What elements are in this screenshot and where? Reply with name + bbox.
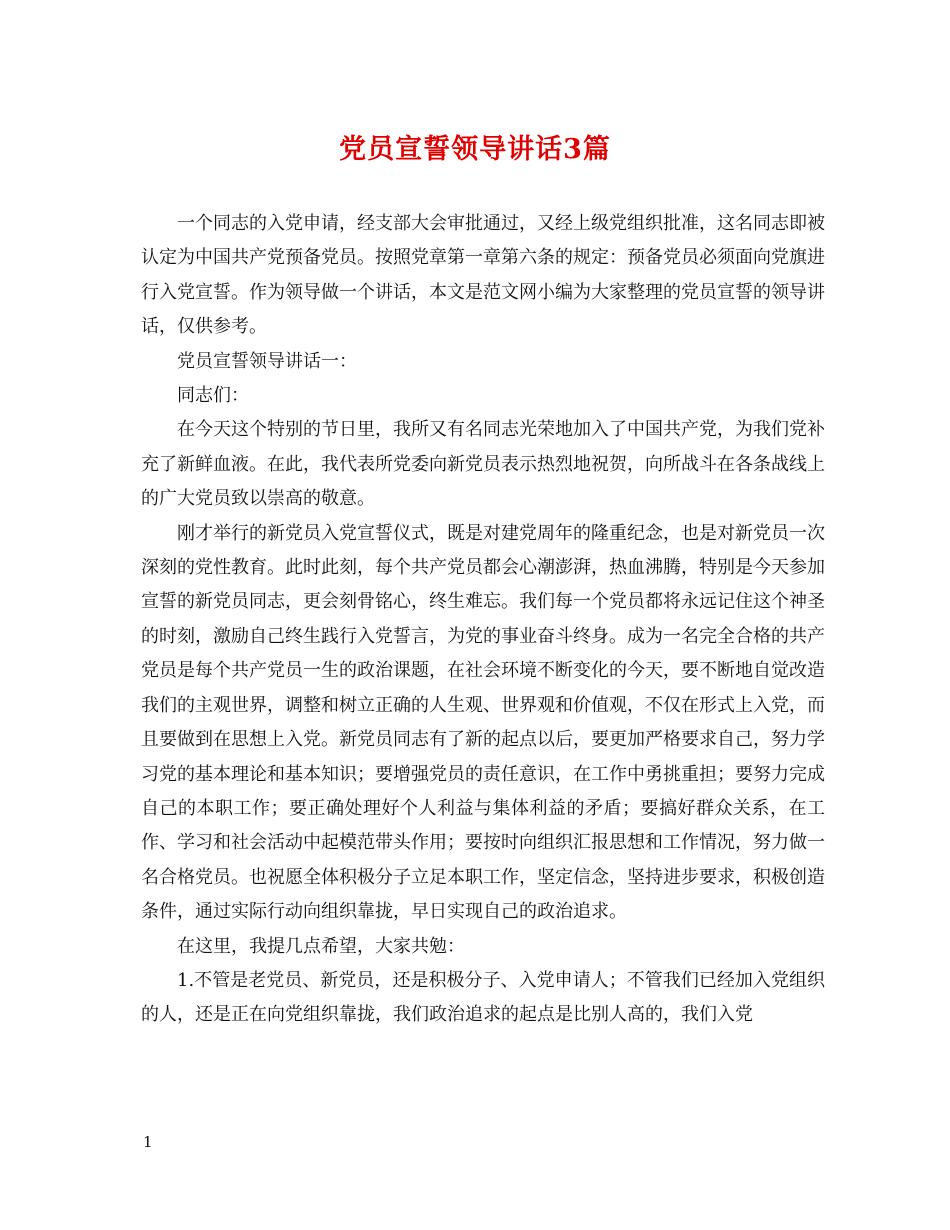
- paragraph-speech-heading: 党员宣誓领导讲话一：: [177, 350, 357, 372]
- document-body: [141, 207, 825, 1033]
- page-number: 1: [143, 1133, 153, 1151]
- document-title: 党员宣誓领导讲话3篇: [339, 134, 611, 165]
- paragraph-point-1: 1.不管是老党员、新党员，还是积极分子、入党申请人；不管我们已经加入党组织的人，还是正在向党组织靠拢，我们政治追求的起点是比别人高的，我们入党: [141, 969, 825, 1026]
- paragraph-hopes-intro: 在这里，我提几点希望，大家共勉：: [177, 935, 465, 957]
- paragraph-congratulation: 在今天这个特别的节日里，我所又有名同志光荣地加入了中国共产党，为我们党补充了新鲜血液。在此，我代表所党委向新党员表示热烈地祝贺，向所战斗在各条战线上的广大党员致以崇高的敬意。: [141, 419, 825, 510]
- paragraph-salutation: 同志们：: [177, 385, 249, 407]
- paragraph-main-body: 刚才举行的新党员入党宣誓仪式，既是对建党周年的隆重纪念，也是对新党员一次深刻的党性教育。此时此刻，每个共产党员都会心潮澎湃，热血沸腾，特别是今天参加宣誓的新党员同志，更会刻骨铭心，终生难忘。我们每一个党员都将永远记住这个神圣的时刻，激励自己终生践行入党誓言，为党的事业奋斗终身。成为一名完全合格的共产党员是每个共产党员一生的政治课题，在社会环境不断变化的今天，要不断地自觉改造我们的主观世界，调整和树立正确的人生观、世界观和价值观，不仅在形式上入党，而且要做到在思想上入党。新党员同志有了新的起点以后，要更加严格要求自己，努力学习党的基本理论和基本知识；要增强党员的责任意识，在工作中勇挑重担；要努力完成自己的本职工作；要正确处理好个人利益与集体利益的矛盾；要搞好群众关系，在工作、学习和社会活动中起模范带头作用；要按时向组织汇报思想和工作情况，努力做一名合格党员。也祝愿全体积极分子立足本职工作，坚定信念，坚持进步要求，积极创造条件，通过实际行动向组织靠拢，早日实现自己的政治追求。: [141, 522, 825, 923]
- paragraph-intro: 一个同志的入党申请，经支部大会审批通过，又经上级党组织批准，这名同志即被认定为中国共产党预备党员。按照党章第一章第六条的规定：预备党员必须面向党旗进行入党宣誓。作为领导做一个讲话，本文是范文网小编为大家整理的党员宣誓的领导讲话，仅供参考。: [141, 213, 825, 338]
